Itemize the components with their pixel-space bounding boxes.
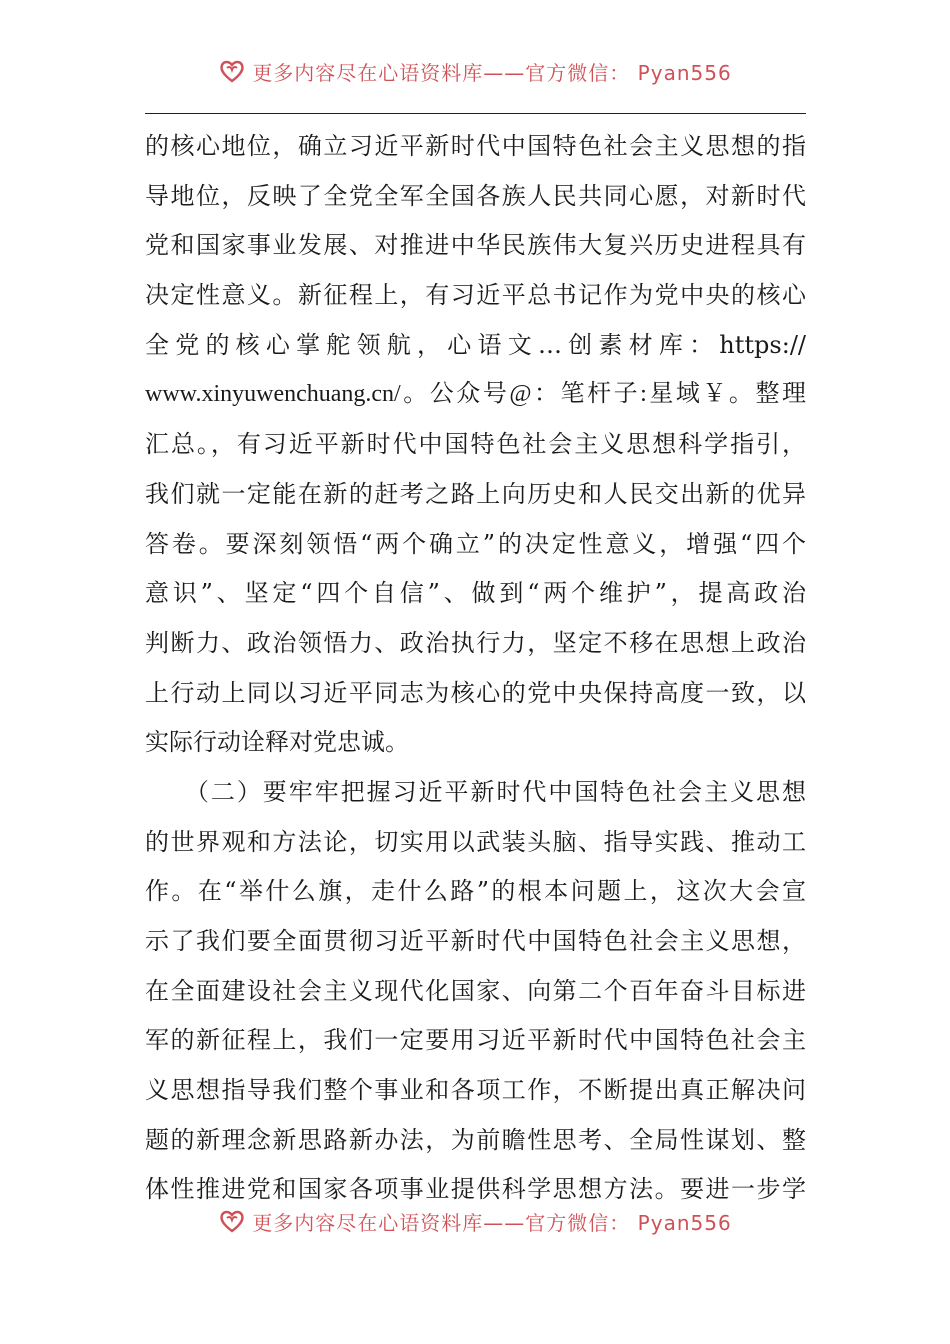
body-line: 全党的核心掌舵领航，心语文…创素材库：https:// [145, 330, 806, 359]
body-line: 意识”、坚定“四个自信”、做到“两个维护”，提高政治 [145, 579, 806, 608]
body-line: 示了我们要全面贯彻习近平新时代中国特色社会主义思想， [145, 927, 806, 955]
body-line: 判断力、政治领悟力、政治执行力，坚定不移在思想上政治 [145, 628, 806, 657]
document-body [145, 122, 806, 1215]
heart-logo-icon [218, 1207, 246, 1235]
footer-watermark [0, 1206, 950, 1236]
watermark-text: 更多内容尽在心语资料库——官方微信： Pyan556 [252, 60, 732, 85]
body-line-paragraph-start: （二）要牢牢把握习近平新时代中国特色社会主义思想 [145, 777, 806, 806]
body-line: 答卷。要深刻领悟“两个确立”的决定性意义，增强“四个 [145, 529, 806, 558]
body-line: 在全面建设社会主义现代化国家、向第二个百年奋斗目标进 [145, 976, 806, 1005]
body-line: 党和国家事业发展、对推进中华民族伟大复兴历史进程具有 [145, 231, 806, 260]
body-line: 的核心地位，确立习近平新时代中国特色社会主义思想的指 [145, 132, 806, 160]
body-line: 导地位，反映了全党全军全国各族人民共同心愿，对新时代 [145, 181, 806, 210]
header-rule [145, 113, 806, 114]
body-line: 我们就一定能在新的赶考之路上向历史和人民交出新的优异 [145, 479, 806, 508]
body-line: 义思想指导我们整个事业和各项工作，不断提出真正解决问 [145, 1076, 806, 1105]
body-line: 作。在“举什么旗，走什么路”的根本问题上，这次大会宣 [145, 877, 806, 906]
body-line: 体性推进党和国家各项事业提供科学思想方法。要进一步学 [145, 1175, 806, 1204]
body-line: 决定性意义。新征程上，有习近平总书记作为党中央的核心 [145, 281, 806, 310]
body-line-paragraph-end: 实际行动诠释对党忠诚。 [145, 728, 409, 757]
body-line: 的世界观和方法论，切实用以武装头脑、指导实践、推动工 [145, 827, 806, 856]
header-watermark [0, 56, 950, 86]
body-line: 题的新理念新思路新办法，为前瞻性思考、全局性谋划、整 [145, 1125, 806, 1154]
body-line: 军的新征程上，我们一定要用习近平新时代中国特色社会主 [145, 1026, 806, 1055]
watermark-text: 更多内容尽在心语资料库——官方微信： Pyan556 [252, 1210, 732, 1235]
body-line: 上行动上同以习近平同志为核心的党中央保持高度一致，以 [145, 678, 806, 707]
body-line: 汇总。，有习近平新时代中国特色社会主义思想科学指引， [145, 430, 806, 459]
heart-logo-icon [218, 57, 246, 85]
body-line-url: www.xinyuwenchuang.cn/。公众号@：笔杆子:星域￥。整理 [145, 381, 806, 408]
